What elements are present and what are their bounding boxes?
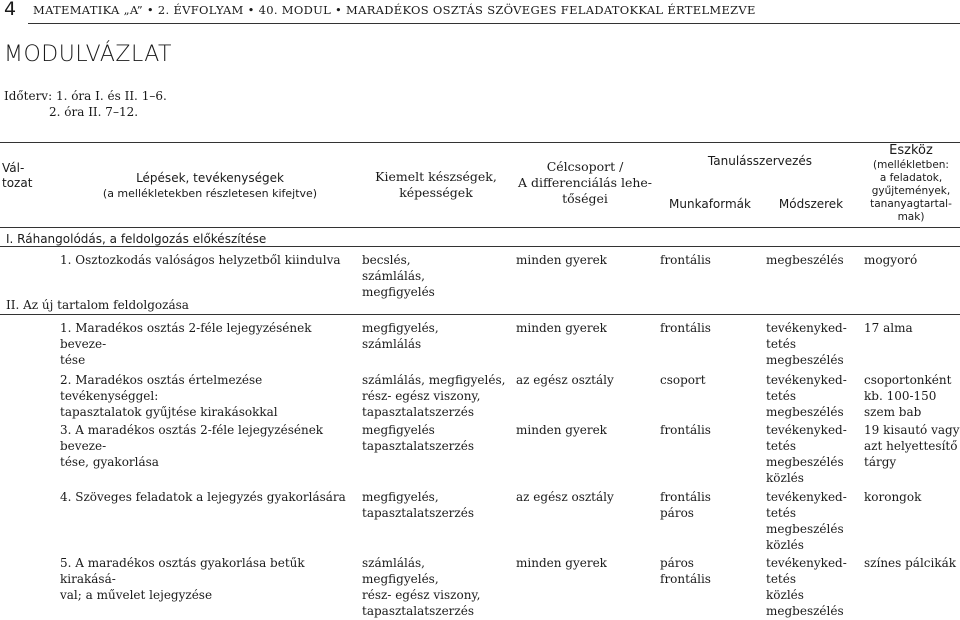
cell-step-line: 3. A maradékos osztás 2-féle lejegyzésének beveze- [60,423,324,453]
cell-step-line: 1. Maradékos osztás 2-féle lejegyzésének beveze- [60,321,312,351]
cell-method-line: tevékenyked- [766,423,847,437]
cell-target [516,555,656,571]
header-target-line: Célcsoport / [546,159,624,174]
cell-tool-line: mogyoró [864,253,918,267]
cell-method-line: közlés [766,471,804,485]
time-plan [4,88,167,120]
cell-work-form [660,489,760,521]
cell-skills-line: tapasztalatszerzés [362,604,474,618]
cell-skills-line: számlálás, [362,269,425,283]
cell-skills-line: rész- egész viszony, [362,389,481,403]
table-header [0,142,960,228]
header-variant-line: tozat [2,176,33,190]
cell-step [60,555,358,603]
cell-skills-line: számlálás [362,337,422,351]
cell-tool-line: színes pálcikák [864,556,957,570]
time-plan-line-1: Időterv: 1. óra I. és II. 1–6. [4,89,167,103]
cell-work-form [660,555,760,587]
header-rule [28,23,960,24]
cell-tool [864,489,960,505]
cell-method [766,320,860,368]
cell-step-line: 1. Osztozkodás valóságos helyzetből kiindulva [60,253,341,267]
running-header [0,0,960,24]
header-tools-line: a feladatok, [879,172,943,184]
cell-method [766,555,860,619]
page-number: 4 [4,0,17,20]
cell-tool-line: azt helyettesítő [864,439,958,453]
cell-method [766,372,860,420]
cell-tool-line: szem bab [864,405,922,419]
header-steps-line: Lépések, tevékenységek [136,171,284,185]
cell-target-line: minden gyerek [516,556,607,570]
cell-skills [362,555,510,619]
header-skills-line: képességek [399,185,473,200]
cell-method-line: megbeszélés [766,522,844,536]
cell-target [516,252,656,268]
cell-step [60,489,358,505]
cell-skills-line: tapasztalatszerzés [362,506,474,520]
section-rule [0,246,960,247]
cell-method-line: tevékenyked- [766,321,847,335]
cell-target-line: az egész osztály [516,373,614,387]
page-title: MODULVÁZLAT [4,42,172,67]
cell-work-form-line: páros [660,556,694,570]
cell-tool-line: csoportonként [864,373,952,387]
cell-tool [864,320,960,336]
cell-step-line: tapasztalatok gyűjtése kirakásokkal [60,405,278,419]
cell-tool-line: korongok [864,490,922,504]
cell-tool [864,372,960,420]
cell-method-line: tetés [766,572,797,586]
cell-skills-line: számlálás, megfigyelés, [362,373,506,387]
cell-skills-line: megfigyelés, [362,572,439,586]
cell-method-line: megbeszélés [766,405,844,419]
cell-method-line: közlés [766,538,804,552]
cell-target [516,320,656,336]
cell-work-form-line: frontális [660,490,711,504]
cell-step [60,422,358,470]
header-tools-line: tananyagtartal- [870,198,952,210]
cell-step [60,252,358,268]
cell-method-line: megbeszélés [766,253,844,267]
cell-method-line: tevékenyked- [766,373,847,387]
cell-skills-line: rész- egész viszony, [362,588,481,602]
cell-step-line: 2. Maradékos osztás értelmezése tevékenységgel: [60,373,263,403]
section-rule [0,314,960,315]
header-tools-line: gyűjtemények, [871,185,951,197]
header-target-line: tőségei [562,191,608,206]
cell-skills-line: számlálás, [362,556,425,570]
cell-skills-line: becslés, [362,253,411,267]
cell-method-line: tetés [766,439,797,453]
header-skills [362,169,510,201]
cell-tool-line: 19 kisautó vagy [864,423,960,437]
header-tools-line: mak) [897,211,925,223]
cell-step-line: val; a művelet lejegyzése [60,588,213,602]
cell-work-form [660,252,760,268]
header-skills-line: Kiemelt készségek, [375,169,497,184]
cell-method-line: tetés [766,389,797,403]
cell-method-line: megbeszélés [766,604,844,618]
cell-work-form [660,320,760,336]
cell-step [60,320,358,368]
cell-target-line: minden gyerek [516,423,607,437]
cell-method-line: megbeszélés [766,353,844,367]
cell-target [516,422,656,438]
header-tools-line: (mellékletben: [873,159,949,171]
header-tools-line: Eszköz [889,143,933,158]
cell-tool-line: tárgy [864,455,897,469]
cell-method-line: tetés [766,506,797,520]
header-target [512,159,658,207]
cell-work-form-line: frontális [660,423,711,437]
cell-work-form-line: frontális [660,572,711,586]
time-plan-line-2: 2. óra II. 7–12. [49,105,139,119]
header-steps [60,171,360,201]
header-variant-line: Vál- [2,161,25,175]
cell-target-line: minden gyerek [516,321,607,335]
cell-method-line: közlés [766,588,804,602]
cell-target [516,489,656,505]
cell-method-line: tevékenyked- [766,490,847,504]
cell-skills-line: megfigyelés [362,285,435,299]
header-organization: Tanulásszervezés [707,154,813,168]
cell-method [766,252,860,268]
cell-tool [864,422,960,470]
header-methods: Módszerek [778,197,844,211]
cell-skills-line: megfigyelés [362,423,435,437]
cell-method [766,422,860,486]
cell-skills [362,320,510,352]
cell-skills-line: tapasztalatszerzés [362,439,474,453]
cell-work-form-line: csoport [660,373,706,387]
cell-work-form-line: frontális [660,253,711,267]
cell-tool [864,252,960,268]
cell-step-line: 5. A maradékos osztás gyakorlása betűk kirakásá- [60,556,305,586]
cell-step [60,372,358,420]
cell-skills [362,252,510,300]
cell-target [516,372,656,388]
cell-step-line: tése, gyakorlása [60,455,159,469]
cell-step-line: tése [60,353,86,367]
cell-method [766,489,860,553]
section-heading-2: II. Az új tartalom feldolgozása [6,298,189,312]
cell-tool [864,555,960,571]
cell-method-line: tetés [766,337,797,351]
cell-target-line: minden gyerek [516,253,607,267]
cell-skills-line: megfigyelés, [362,321,439,335]
running-title: MATEMATIKA „A” • 2. ÉVFOLYAM • 40. MODUL • MARADÉKOS OSZTÁS SZÖVEGES FELADATOKKAL ÉRTELMEZVE [33,3,756,17]
cell-tool-line: 17 alma [864,321,913,335]
section-heading-1: I. Ráhangolódás, a feldolgozás előkészítése [6,232,267,246]
cell-work-form [660,372,760,388]
header-steps-line: (a mellékletekben részletesen kifejtve) [102,187,318,200]
cell-work-form-line: páros [660,506,694,520]
header-target-line: A differenciálás lehe- [517,175,653,190]
cell-step-line: 4. Szöveges feladatok a lejegyzés gyakorlására [60,490,346,504]
cell-method-line: megbeszélés [766,455,844,469]
cell-skills [362,372,510,420]
header-variant [2,161,48,191]
cell-skills [362,422,510,454]
cell-tool-line: kb. 100-150 [864,389,937,403]
cell-method-line: tevékenyked- [766,556,847,570]
cell-skills [362,489,510,521]
header-work-forms: Munkaformák [669,197,751,211]
cell-work-form [660,422,760,438]
header-tools [862,143,960,224]
cell-skills-line: megfigyelés, [362,490,439,504]
cell-skills-line: tapasztalatszerzés [362,405,474,419]
cell-work-form-line: frontális [660,321,711,335]
cell-target-line: az egész osztály [516,490,614,504]
